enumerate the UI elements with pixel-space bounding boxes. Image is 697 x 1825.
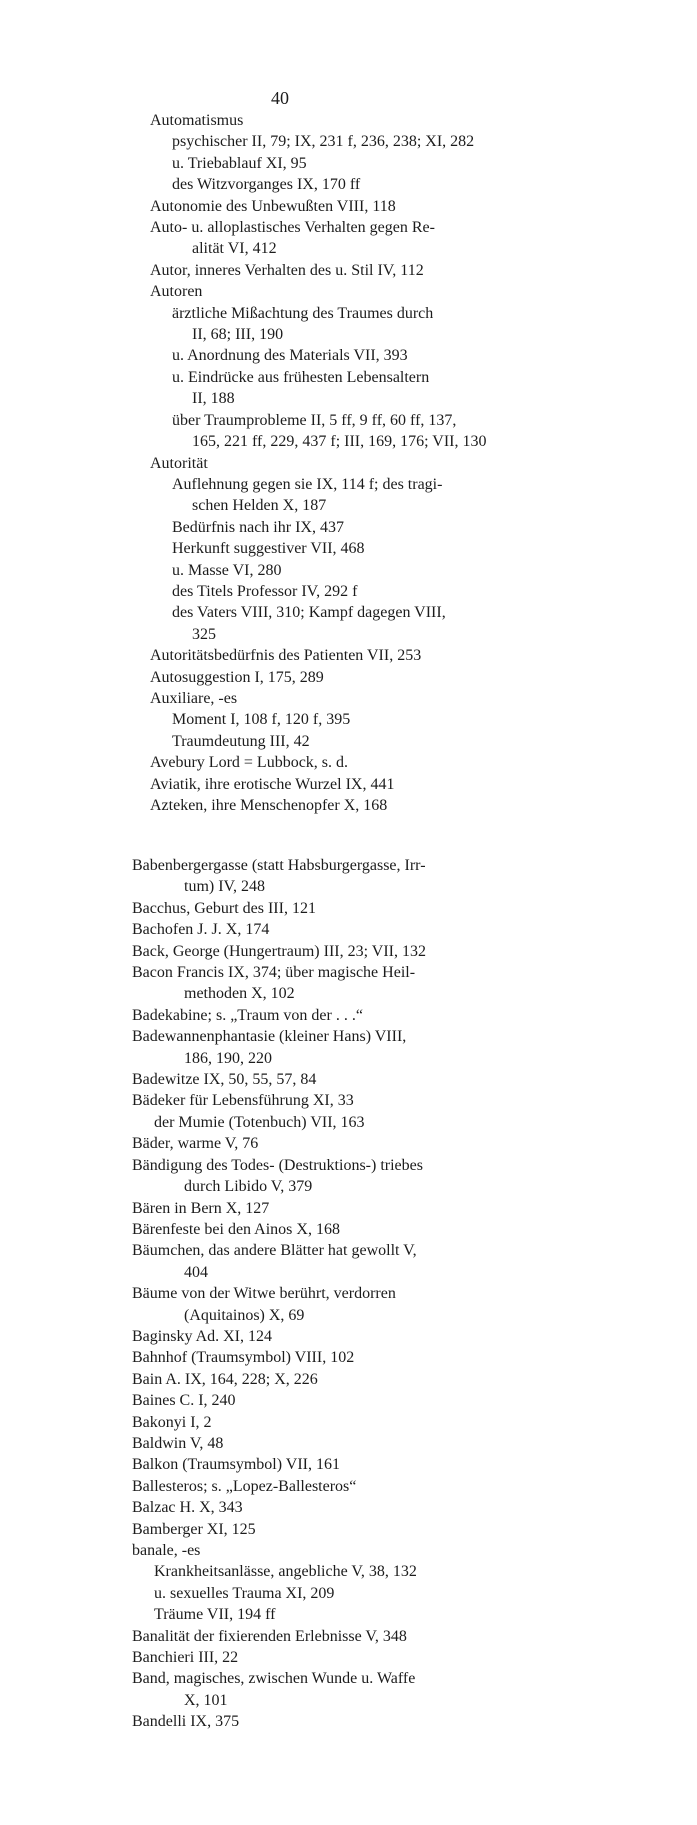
index-entry: u. Triebablauf XI, 95 xyxy=(172,154,307,172)
index-entry: Moment I, 108 f, 120 f, 395 xyxy=(172,711,351,729)
index-entry: ärztliche Mißachtung des Traumes durch xyxy=(172,304,434,322)
index-entry: Azteken, ihre Menschenopfer X, 168 xyxy=(150,797,388,814)
index-entry: durch Libido V, 379 xyxy=(184,1178,313,1196)
index-entry: u. sexuelles Trauma XI, 209 xyxy=(154,1584,335,1602)
index-entry: Autor, inneres Verhalten des u. Stil IV, 112 xyxy=(150,261,424,279)
index-entry: Aviatik, ihre erotische Wurzel IX, 441 xyxy=(150,775,395,793)
index-entry: Ballesteros; s. „Lopez-Ballesteros“ xyxy=(132,1477,357,1495)
index-entry: des Vaters VIII, 310; Kampf dagegen VIII, xyxy=(172,604,446,622)
index-entry: II, 188 xyxy=(192,390,235,408)
index-entry: tum) IV, 248 xyxy=(184,878,266,896)
index-entry: Auto- u. alloplastisches Verhalten gegen Re- xyxy=(150,219,435,237)
index-entry: Bain A. IX, 164, 228; X, 226 xyxy=(132,1370,318,1388)
index-entry: des Titels Professor IV, 292 f xyxy=(172,582,358,600)
index-entry: methoden X, 102 xyxy=(184,985,295,1003)
index-entry: des Witzvorganges IX, 170 ff xyxy=(172,176,361,194)
index-entry: Baginsky Ad. XI, 124 xyxy=(132,1327,272,1345)
index-entry: Balzac H. X, 343 xyxy=(132,1499,243,1517)
index-entry: Baldwin V, 48 xyxy=(132,1434,224,1452)
page-number: 40 xyxy=(271,88,289,108)
index-entry: Träume VII, 194 ff xyxy=(154,1606,276,1624)
index-entry: Autoren xyxy=(150,283,203,301)
index-entry: Baines C. I, 240 xyxy=(132,1392,236,1410)
index-entry: Bahnhof (Traumsymbol) VIII, 102 xyxy=(132,1349,355,1367)
index-entry: 165, 221 ff, 229, 437 f; III, 169, 176; VII, 130 xyxy=(192,433,487,451)
index-entry: Bacon Francis IX, 374; über magische Heil- xyxy=(132,964,416,982)
index-entry: Bändigung des Todes- (Destruktions-) triebes xyxy=(132,1156,423,1174)
index-entry: Krankheitsanlässe, angebliche V, 38, 132 xyxy=(154,1563,417,1581)
index-entry: Badewannenphantasie (kleiner Hans) VIII, xyxy=(132,1028,407,1046)
index-entry: 404 xyxy=(184,1263,208,1281)
index-entry: schen Helden X, 187 xyxy=(192,497,327,515)
index-entry: alität VI, 412 xyxy=(192,240,277,258)
index-entry: Bäume von der Witwe berührt, verdorren xyxy=(132,1285,396,1303)
index-entry: Bädeker für Lebensführung XI, 33 xyxy=(132,1092,354,1110)
index-entry: Automatismus xyxy=(150,112,244,129)
index-entry: Banchieri III, 22 xyxy=(132,1649,239,1667)
index-entry: 325 xyxy=(192,625,216,643)
index-section-a xyxy=(150,110,570,816)
index-entry: X, 101 xyxy=(184,1691,228,1709)
index-entry: u. Eindrücke aus frühesten Lebensaltern xyxy=(172,368,430,386)
index-entry: Balkon (Traumsymbol) VII, 161 xyxy=(132,1456,340,1474)
index-entry: Babenbergergasse (statt Habsburgergasse, Irr- xyxy=(132,857,426,874)
index-entry: psychischer II, 79; IX, 231 f, 236, 238; XI, 282 xyxy=(172,133,475,151)
index-entry: banale, -es xyxy=(132,1542,201,1559)
index-entry: II, 68; III, 190 xyxy=(192,326,284,344)
index-entry: Herkunft suggestiver VII, 468 xyxy=(172,540,365,558)
index-entry: u. Masse VI, 280 xyxy=(172,561,282,579)
index-entry: Autorität xyxy=(150,454,208,472)
index-entry: Autosuggestion I, 175, 289 xyxy=(150,668,324,686)
index-entry: Bakonyi I, 2 xyxy=(132,1413,212,1431)
index-entry: Bären in Bern X, 127 xyxy=(132,1199,270,1217)
index-entry: über Traumprobleme II, 5 ff, 9 ff, 60 ff, 137, xyxy=(172,411,457,429)
index-entry: Auflehnung gegen sie IX, 114 f; des tragi- xyxy=(172,475,443,493)
index-entry: 186, 190, 220 xyxy=(184,1049,272,1067)
index-entry: Badekabine; s. „Traum von der . . .“ xyxy=(132,1006,363,1024)
index-entry: der Mumie (Totenbuch) VII, 163 xyxy=(154,1113,365,1131)
index-entry: Bacchus, Geburt des III, 121 xyxy=(132,899,316,917)
index-entry: Bamberger XI, 125 xyxy=(132,1520,256,1538)
index-entry: Auxiliare, -es xyxy=(150,689,238,707)
index-section-b xyxy=(132,855,574,1733)
index-entry: Traumdeutung III, 42 xyxy=(172,732,310,750)
index-entry: Bachofen J. J. X, 174 xyxy=(132,921,270,939)
index-entry: Bärenfeste bei den Ainos X, 168 xyxy=(132,1220,340,1238)
index-entry: Badewitze IX, 50, 55, 57, 84 xyxy=(132,1071,317,1089)
index-entry: (Aquitainos) X, 69 xyxy=(184,1306,305,1324)
index-entry: Autonomie des Unbewußten VIII, 118 xyxy=(150,197,396,215)
index-entry: Band, magisches, zwischen Wunde u. Waffe xyxy=(132,1670,416,1688)
index-entry: Bandelli IX, 375 xyxy=(132,1713,240,1731)
index-entry: Bäder, warme V, 76 xyxy=(132,1135,259,1153)
index-entry: Bäumchen, das andere Blätter hat gewollt V, xyxy=(132,1242,417,1260)
index-entry: Autoritätsbedürfnis des Patienten VII, 253 xyxy=(150,647,422,665)
index-entry: Back, George (Hungertraum) III, 23; VII, 132 xyxy=(132,942,426,960)
index-entry: Avebury Lord = Lubbock, s. d. xyxy=(150,754,349,772)
index-entry: u. Anordnung des Materials VII, 393 xyxy=(172,347,408,365)
index-entry: Banalität der fixierenden Erlebnisse V, 348 xyxy=(132,1627,407,1645)
index-entry: Bedürfnis nach ihr IX, 437 xyxy=(172,518,344,536)
